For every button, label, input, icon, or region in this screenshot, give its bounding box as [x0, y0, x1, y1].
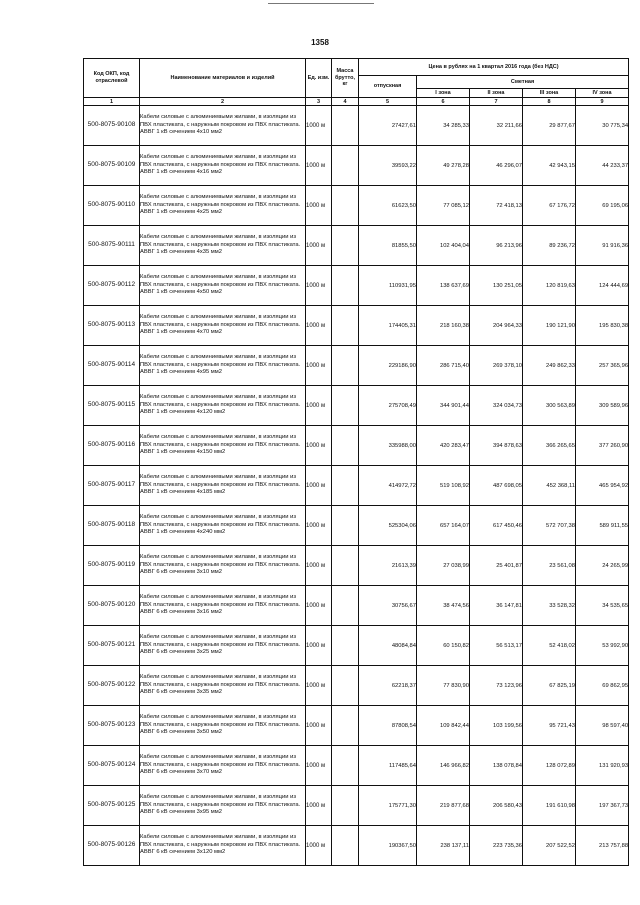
zone-2-price: 36 147,81 — [470, 586, 523, 626]
zone-4-price: 257 365,96 — [576, 346, 629, 386]
release-price: 175771,30 — [359, 786, 417, 826]
zone-1-price: 519 108,92 — [417, 466, 470, 506]
zone-2-price: 73 123,96 — [470, 666, 523, 706]
header-zone-2: II зона — [470, 89, 523, 98]
zone-2-price: 394 878,63 — [470, 426, 523, 466]
zone-3-price: 191 610,98 — [523, 786, 576, 826]
release-price: 525304,06 — [359, 506, 417, 546]
release-price: 61623,50 — [359, 186, 417, 226]
item-name: Кабели силовые с алюминиевыми жилами, в изоляции из ПВХ пластиката, с наружным покровом из ПВХ пластиката. АВВГ 1 кВ сечением 4х50 мм2 — [140, 266, 306, 306]
item-code: 500-8075-90108 — [84, 106, 140, 146]
table-row — [84, 826, 629, 866]
header-price-group: Цена в рублях на 1 квартал 2016 года (без НДС) — [359, 59, 629, 76]
item-unit: 1000 м — [306, 706, 332, 746]
column-number: 1 — [84, 98, 140, 106]
zone-3-price: 52 418,02 — [523, 626, 576, 666]
zone-1-price: 218 160,38 — [417, 306, 470, 346]
zone-1-price: 102 404,04 — [417, 226, 470, 266]
item-mass — [332, 226, 359, 266]
item-unit: 1000 м — [306, 586, 332, 626]
item-code: 500-8075-90125 — [84, 786, 140, 826]
item-name: Кабели силовые с алюминиевыми жилами, в изоляции из ПВХ пластиката, с наружным покровом из ПВХ пластиката. АВВГ 1 кВ сечением 4х95 мм2 — [140, 346, 306, 386]
item-code: 500-8075-90112 — [84, 266, 140, 306]
page-number: 1358 — [311, 38, 329, 47]
zone-1-price: 286 715,40 — [417, 346, 470, 386]
item-unit: 1000 м — [306, 226, 332, 266]
item-name: Кабели силовые с алюминиевыми жилами, в изоляции из ПВХ пластиката, с наружным покровом из ПВХ пластиката. АВВГ 1 кВ сечением 4х185 мм2 — [140, 466, 306, 506]
table-row — [84, 346, 629, 386]
item-name: Кабели силовые с алюминиевыми жилами, в изоляции из ПВХ пластиката, с наружным покровом из ПВХ пластиката. АВВГ 1 кВ сечением 4х10 мм2 — [140, 106, 306, 146]
header-release-price: отпускная — [359, 76, 417, 98]
item-code: 500-8075-90114 — [84, 346, 140, 386]
zone-3-price: 128 072,89 — [523, 746, 576, 786]
item-name: Кабели силовые с алюминиевыми жилами, в изоляции из ПВХ пластиката, с наружным покровом из ПВХ пластиката. АВВГ 6 кВ сечением 3х35 мм2 — [140, 666, 306, 706]
item-code: 500-8075-90119 — [84, 546, 140, 586]
zone-3-price: 67 825,19 — [523, 666, 576, 706]
zone-4-price: 30 775,34 — [576, 106, 629, 146]
zone-4-price: 213 757,88 — [576, 826, 629, 866]
zone-3-price: 33 528,32 — [523, 586, 576, 626]
table-row — [84, 146, 629, 186]
table-row — [84, 266, 629, 306]
zone-2-price: 324 034,73 — [470, 386, 523, 426]
item-mass — [332, 666, 359, 706]
item-mass — [332, 426, 359, 466]
item-mass — [332, 826, 359, 866]
zone-2-price: 25 401,87 — [470, 546, 523, 586]
zone-3-price: 452 368,11 — [523, 466, 576, 506]
zone-4-price: 465 954,92 — [576, 466, 629, 506]
release-price: 117485,64 — [359, 746, 417, 786]
header-unit: Ед. изм. — [306, 59, 332, 98]
item-unit: 1000 м — [306, 546, 332, 586]
zone-2-price: 56 513,17 — [470, 626, 523, 666]
item-name: Кабели силовые с алюминиевыми жилами, в изоляции из ПВХ пластиката, с наружным покровом из ПВХ пластиката. АВВГ 1 кВ сечением 4х240 мм2 — [140, 506, 306, 546]
item-code: 500-8075-90110 — [84, 186, 140, 226]
item-unit: 1000 м — [306, 826, 332, 866]
item-unit: 1000 м — [306, 786, 332, 826]
zone-4-price: 197 367,73 — [576, 786, 629, 826]
release-price: 39593,22 — [359, 146, 417, 186]
zone-1-price: 77 830,90 — [417, 666, 470, 706]
zone-2-price: 72 418,13 — [470, 186, 523, 226]
header-estimate-price: Сметная — [417, 76, 629, 89]
release-price: 87808,54 — [359, 706, 417, 746]
table-row — [84, 706, 629, 746]
item-mass — [332, 706, 359, 746]
zone-2-price: 269 378,10 — [470, 346, 523, 386]
zone-2-price: 96 213,96 — [470, 226, 523, 266]
item-mass — [332, 506, 359, 546]
zone-2-price: 206 580,43 — [470, 786, 523, 826]
zone-1-price: 238 137,11 — [417, 826, 470, 866]
item-code: 500-8075-90109 — [84, 146, 140, 186]
release-price: 62218,37 — [359, 666, 417, 706]
zone-2-price: 103 199,56 — [470, 706, 523, 746]
item-unit: 1000 м — [306, 746, 332, 786]
zone-3-price: 42 943,15 — [523, 146, 576, 186]
release-price: 48084,84 — [359, 626, 417, 666]
item-mass — [332, 146, 359, 186]
zone-2-price: 487 698,05 — [470, 466, 523, 506]
item-unit: 1000 м — [306, 466, 332, 506]
item-unit: 1000 м — [306, 346, 332, 386]
zone-1-price: 109 842,44 — [417, 706, 470, 746]
zone-4-price: 69 195,06 — [576, 186, 629, 226]
zone-4-price: 131 920,93 — [576, 746, 629, 786]
release-price: 190367,50 — [359, 826, 417, 866]
table-row — [84, 666, 629, 706]
column-number: 7 — [470, 98, 523, 106]
zone-4-price: 91 916,36 — [576, 226, 629, 266]
zone-4-price: 69 862,95 — [576, 666, 629, 706]
item-unit: 1000 м — [306, 426, 332, 466]
item-code: 500-8075-90120 — [84, 586, 140, 626]
column-numbers-row — [84, 98, 629, 106]
zone-4-price: 589 911,55 — [576, 506, 629, 546]
release-price: 414972,72 — [359, 466, 417, 506]
zone-1-price: 344 901,44 — [417, 386, 470, 426]
item-mass — [332, 186, 359, 226]
table-row — [84, 746, 629, 786]
zone-1-price: 657 164,07 — [417, 506, 470, 546]
item-mass — [332, 586, 359, 626]
scan-mark — [268, 3, 374, 4]
zone-2-price: 32 211,66 — [470, 106, 523, 146]
zone-3-price: 29 877,67 — [523, 106, 576, 146]
zone-3-price: 366 265,65 — [523, 426, 576, 466]
item-code: 500-8075-90121 — [84, 626, 140, 666]
zone-3-price: 23 561,08 — [523, 546, 576, 586]
item-mass — [332, 746, 359, 786]
item-code: 500-8075-90123 — [84, 706, 140, 746]
item-code: 500-8075-90115 — [84, 386, 140, 426]
column-number: 9 — [576, 98, 629, 106]
zone-1-price: 420 283,47 — [417, 426, 470, 466]
item-name: Кабели силовые с алюминиевыми жилами, в изоляции из ПВХ пластиката, с наружным покровом из ПВХ пластиката. АВВГ 1 кВ сечением 4х35 мм2 — [140, 226, 306, 266]
release-price: 110931,95 — [359, 266, 417, 306]
item-name: Кабели силовые с алюминиевыми жилами, в изоляции из ПВХ пластиката, с наружным покровом из ПВХ пластиката. АВВГ 6 кВ сечением 3х70 мм2 — [140, 746, 306, 786]
zone-1-price: 49 278,28 — [417, 146, 470, 186]
header-zone-4: IV зона — [576, 89, 629, 98]
item-mass — [332, 626, 359, 666]
item-name: Кабели силовые с алюминиевыми жилами, в изоляции из ПВХ пластиката, с наружным покровом из ПВХ пластиката. АВВГ 6 кВ сечением 3х25 мм2 — [140, 626, 306, 666]
column-number: 8 — [523, 98, 576, 106]
item-name: Кабели силовые с алюминиевыми жилами, в изоляции из ПВХ пластиката, с наружным покровом из ПВХ пластиката. АВВГ 1 кВ сечением 4х70 мм2 — [140, 306, 306, 346]
item-name: Кабели силовые с алюминиевыми жилами, в изоляции из ПВХ пластиката, с наружным покровом из ПВХ пластиката. АВВГ 6 кВ сечением 3х120 мм2 — [140, 826, 306, 866]
zone-4-price: 377 260,90 — [576, 426, 629, 466]
item-name: Кабели силовые с алюминиевыми жилами, в изоляции из ПВХ пластиката, с наружным покровом из ПВХ пластиката. АВВГ 6 кВ сечением 3х95 мм2 — [140, 786, 306, 826]
header-zone-3: III зона — [523, 89, 576, 98]
item-mass — [332, 306, 359, 346]
item-name: Кабели силовые с алюминиевыми жилами, в изоляции из ПВХ пластиката, с наружным покровом из ПВХ пластиката. АВВГ 1 кВ сечением 4х25 мм2 — [140, 186, 306, 226]
zone-4-price: 309 589,96 — [576, 386, 629, 426]
item-mass — [332, 386, 359, 426]
zone-4-price: 53 992,90 — [576, 626, 629, 666]
table-row — [84, 586, 629, 626]
item-code: 500-8075-90118 — [84, 506, 140, 546]
zone-3-price: 190 121,90 — [523, 306, 576, 346]
item-name: Кабели силовые с алюминиевыми жилами, в изоляции из ПВХ пластиката, с наружным покровом из ПВХ пластиката. АВВГ 6 кВ сечением 3х16 мм2 — [140, 586, 306, 626]
item-name: Кабели силовые с алюминиевыми жилами, в изоляции из ПВХ пластиката, с наружным покровом из ПВХ пластиката. АВВГ 6 кВ сечением 3х10 мм2 — [140, 546, 306, 586]
price-table — [83, 58, 629, 866]
table-row — [84, 506, 629, 546]
zone-2-price: 130 251,05 — [470, 266, 523, 306]
release-price: 30756,67 — [359, 586, 417, 626]
table-row — [84, 546, 629, 586]
zone-4-price: 98 597,40 — [576, 706, 629, 746]
item-code: 500-8075-90113 — [84, 306, 140, 346]
header-name: Наименование материалов и изделий — [140, 59, 306, 98]
table-row — [84, 386, 629, 426]
zone-1-price: 34 285,33 — [417, 106, 470, 146]
zone-4-price: 124 444,69 — [576, 266, 629, 306]
release-price: 21613,39 — [359, 546, 417, 586]
item-unit: 1000 м — [306, 186, 332, 226]
zone-3-price: 249 862,33 — [523, 346, 576, 386]
table-row — [84, 466, 629, 506]
zone-1-price: 77 085,12 — [417, 186, 470, 226]
item-name: Кабели силовые с алюминиевыми жилами, в изоляции из ПВХ пластиката, с наружным покровом из ПВХ пластиката. АВВГ 1 кВ сечением 4х150 мм2 — [140, 426, 306, 466]
release-price: 275708,49 — [359, 386, 417, 426]
column-number: 6 — [417, 98, 470, 106]
table-row — [84, 306, 629, 346]
zone-1-price: 60 150,82 — [417, 626, 470, 666]
table-row — [84, 426, 629, 466]
item-mass — [332, 266, 359, 306]
item-mass — [332, 346, 359, 386]
item-mass — [332, 466, 359, 506]
zone-3-price: 95 721,43 — [523, 706, 576, 746]
release-price: 335988,00 — [359, 426, 417, 466]
item-unit: 1000 м — [306, 106, 332, 146]
zone-4-price: 24 265,99 — [576, 546, 629, 586]
item-unit: 1000 м — [306, 666, 332, 706]
zone-1-price: 146 966,82 — [417, 746, 470, 786]
release-price: 229186,90 — [359, 346, 417, 386]
item-unit: 1000 м — [306, 386, 332, 426]
table-row — [84, 106, 629, 146]
zone-1-price: 27 038,99 — [417, 546, 470, 586]
zone-3-price: 120 819,63 — [523, 266, 576, 306]
header-zone-1: I зона — [417, 89, 470, 98]
column-number: 4 — [332, 98, 359, 106]
zone-3-price: 300 563,89 — [523, 386, 576, 426]
item-unit: 1000 м — [306, 626, 332, 666]
item-unit: 1000 м — [306, 306, 332, 346]
release-price: 27427,61 — [359, 106, 417, 146]
zone-2-price: 46 296,07 — [470, 146, 523, 186]
zone-2-price: 617 450,46 — [470, 506, 523, 546]
item-mass — [332, 106, 359, 146]
release-price: 174405,31 — [359, 306, 417, 346]
item-name: Кабели силовые с алюминиевыми жилами, в изоляции из ПВХ пластиката, с наружным покровом из ПВХ пластиката. АВВГ 1 кВ сечением 4х16 мм2 — [140, 146, 306, 186]
column-number: 2 — [140, 98, 306, 106]
item-unit: 1000 м — [306, 506, 332, 546]
item-code: 500-8075-90116 — [84, 426, 140, 466]
table-row — [84, 626, 629, 666]
zone-4-price: 195 830,38 — [576, 306, 629, 346]
zone-1-price: 138 637,69 — [417, 266, 470, 306]
item-code: 500-8075-90117 — [84, 466, 140, 506]
zone-1-price: 38 474,56 — [417, 586, 470, 626]
zone-3-price: 67 176,72 — [523, 186, 576, 226]
zone-1-price: 219 877,68 — [417, 786, 470, 826]
zone-2-price: 223 735,36 — [470, 826, 523, 866]
item-code: 500-8075-90122 — [84, 666, 140, 706]
zone-3-price: 572 707,38 — [523, 506, 576, 546]
item-mass — [332, 546, 359, 586]
zone-4-price: 44 233,37 — [576, 146, 629, 186]
header-code: Код ОКП, код отраслевой — [84, 59, 140, 98]
item-code: 500-8075-90124 — [84, 746, 140, 786]
item-unit: 1000 м — [306, 266, 332, 306]
table-row — [84, 226, 629, 266]
table-row — [84, 186, 629, 226]
zone-3-price: 207 522,52 — [523, 826, 576, 866]
item-name: Кабели силовые с алюминиевыми жилами, в изоляции из ПВХ пластиката, с наружным покровом из ПВХ пластиката. АВВГ 6 кВ сечением 3х50 мм2 — [140, 706, 306, 746]
header-mass: Масса брутто, кг — [332, 59, 359, 98]
zone-4-price: 34 535,65 — [576, 586, 629, 626]
item-code: 500-8075-90111 — [84, 226, 140, 266]
table-body — [84, 106, 629, 866]
item-code: 500-8075-90126 — [84, 826, 140, 866]
item-name: Кабели силовые с алюминиевыми жилами, в изоляции из ПВХ пластиката, с наружным покровом из ПВХ пластиката. АВВГ 1 кВ сечением 4х120 мм2 — [140, 386, 306, 426]
release-price: 81855,50 — [359, 226, 417, 266]
zone-3-price: 89 236,72 — [523, 226, 576, 266]
zone-2-price: 204 964,33 — [470, 306, 523, 346]
table-row — [84, 786, 629, 826]
column-number: 3 — [306, 98, 332, 106]
zone-2-price: 138 078,84 — [470, 746, 523, 786]
column-number: 5 — [359, 98, 417, 106]
item-mass — [332, 786, 359, 826]
item-unit: 1000 м — [306, 146, 332, 186]
